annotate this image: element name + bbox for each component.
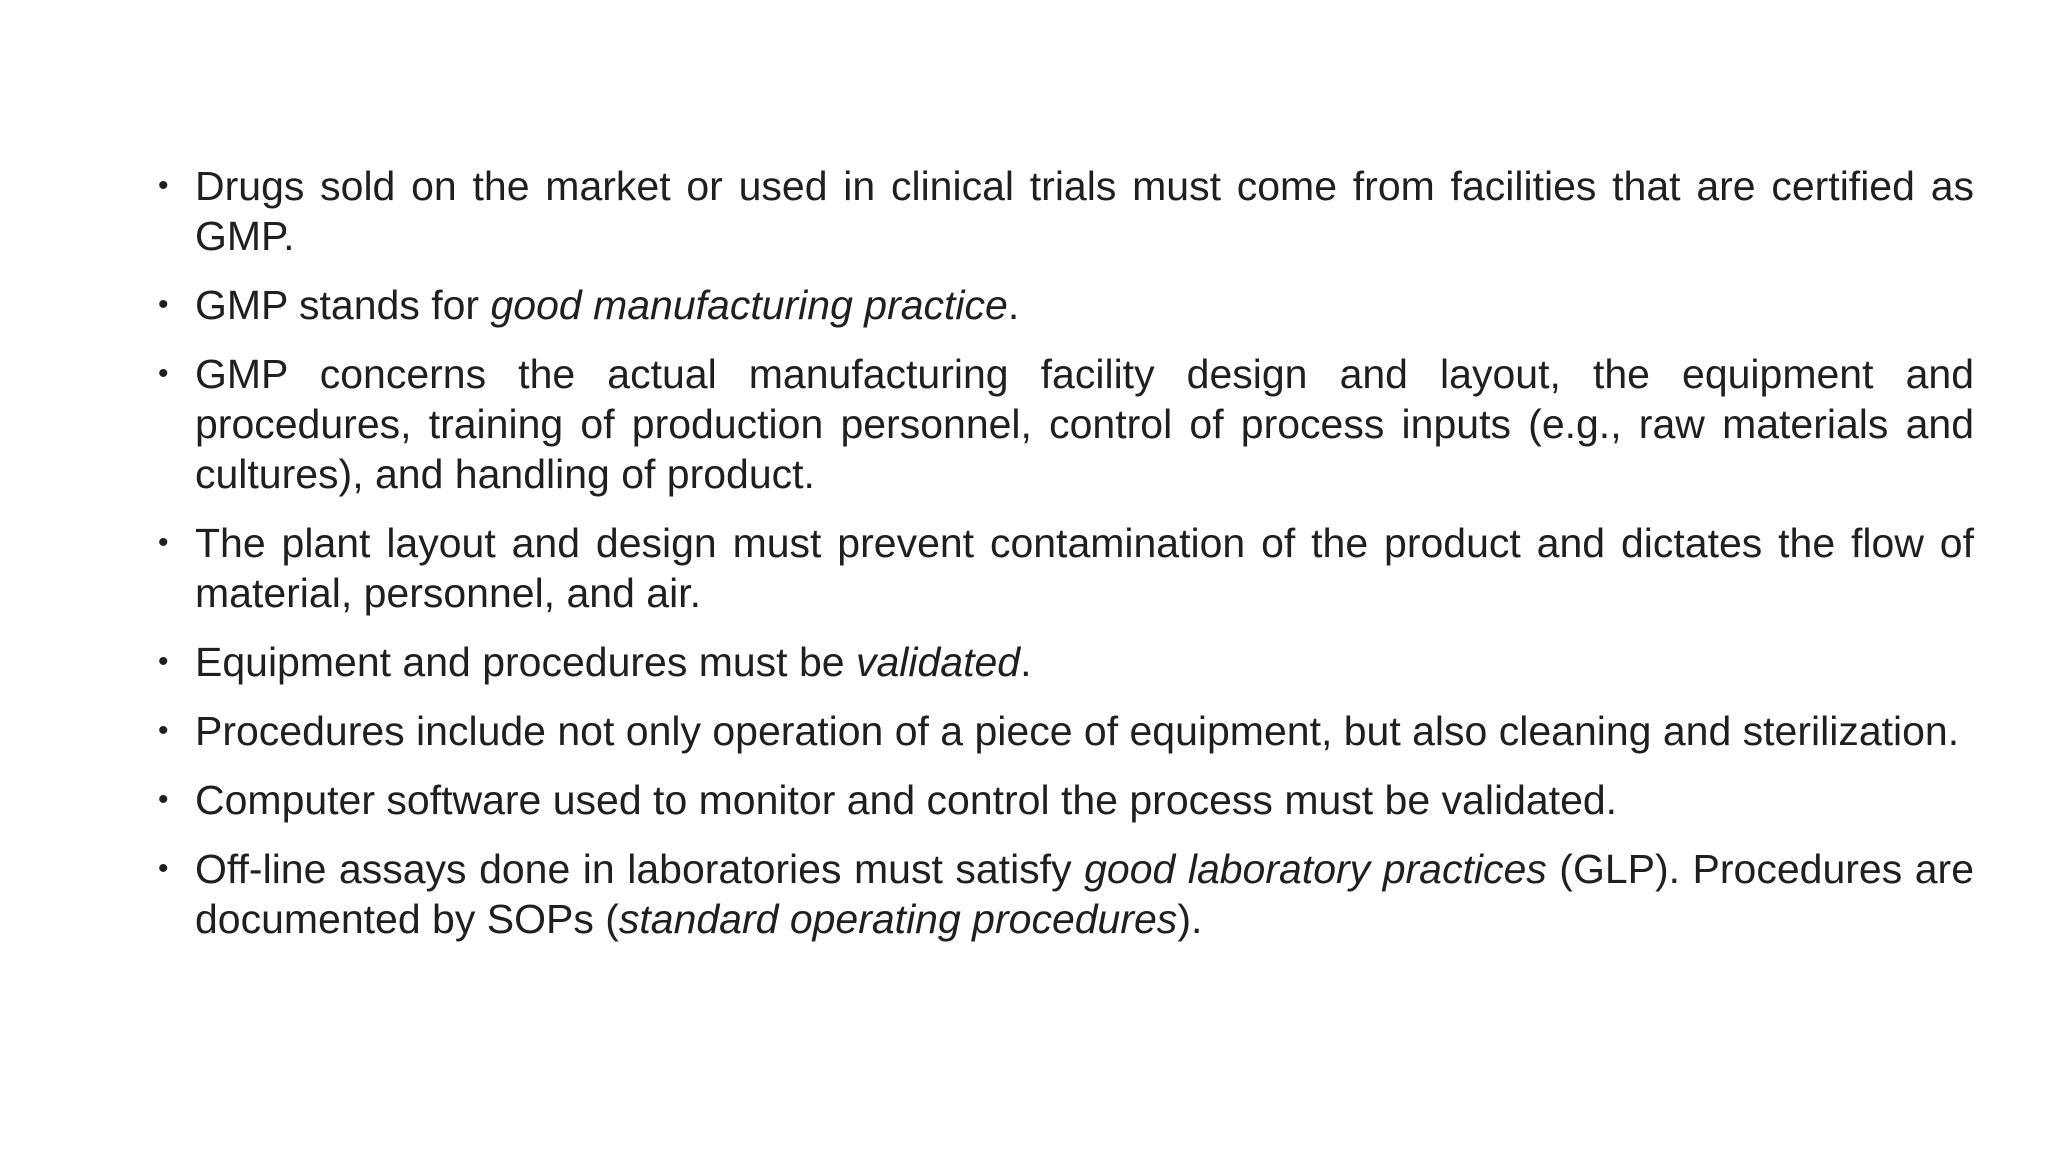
bullet-dot-icon: • [158, 714, 169, 747]
emphasized-term: good manufacturing practice [490, 282, 1008, 328]
bullet-item [158, 844, 1974, 944]
text-segment: Procedures include not only operation of a piece of equipment, but also cleaning and sterilization. [195, 708, 1960, 754]
text-segment: Computer software used to monitor and control the process must be validated. [195, 777, 1618, 823]
bullet-text [195, 351, 1974, 497]
bullet-item [158, 637, 1974, 687]
bullet-text [195, 282, 1019, 328]
bullet-text [195, 639, 1031, 685]
bullet-text [195, 163, 1974, 259]
bullet-dot-icon: • [158, 288, 169, 321]
text-segment: Off-line assays done in laboratories must satisfy [195, 846, 1085, 892]
bullet-dot-icon: • [158, 169, 169, 202]
text-segment: Equipment and procedures must be [195, 639, 856, 685]
bullet-item [158, 349, 1974, 499]
text-segment: GMP concerns the actual manufacturing facility design and layout, the equipment and procedures, training of production personnel, control of process inputs (e.g., raw materials and cultures), and handling of product. [195, 351, 1974, 497]
bullet-text [195, 846, 1974, 942]
bullet-text [195, 777, 1617, 823]
bullet-item [158, 706, 1974, 756]
emphasized-term: validated [855, 639, 1021, 685]
bullet-text [195, 708, 1959, 754]
text-segment: . [1007, 282, 1020, 328]
bullet-item [158, 518, 1974, 618]
text-segment: (GLP). Procedures are documented by SOPs ( [195, 846, 1975, 942]
bullet-item [158, 775, 1974, 825]
text-segment: . [1020, 639, 1032, 685]
bullet-dot-icon: • [158, 852, 169, 885]
bullet-list [158, 161, 1974, 963]
bullet-dot-icon: • [158, 357, 169, 390]
text-segment: Drugs sold on the market or used in clinical trials must come from facilities that are certified as GMP. [195, 163, 1974, 259]
emphasized-term: good laboratory practices [1084, 846, 1547, 892]
bullet-item [158, 161, 1974, 261]
bullet-dot-icon: • [158, 783, 169, 816]
bullet-text [195, 520, 1974, 616]
text-segment: The plant layout and design must prevent contamination of the product and dictates the flow of material, personnel, and air. [195, 520, 1974, 616]
text-segment: ). [1177, 896, 1203, 942]
bullet-dot-icon: • [158, 645, 169, 678]
text-segment: GMP stands for [195, 282, 491, 328]
emphasized-term: standard operating procedures [618, 896, 1178, 942]
bullet-item [158, 280, 1974, 330]
bullet-dot-icon: • [158, 526, 169, 559]
